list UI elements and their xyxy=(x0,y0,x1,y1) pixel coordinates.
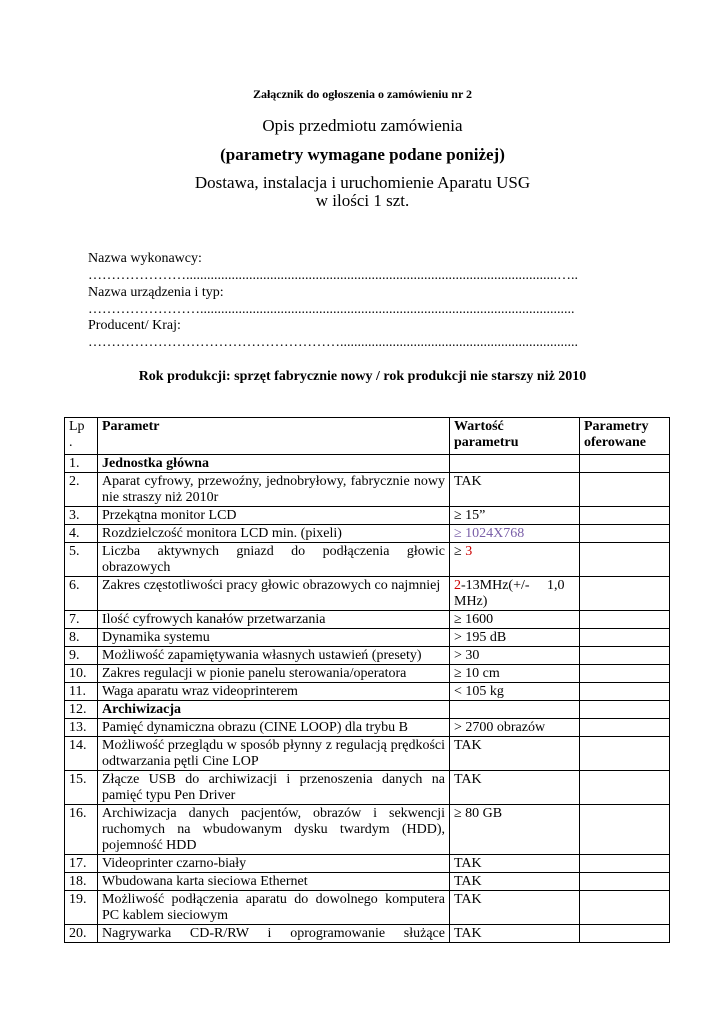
table-row xyxy=(65,507,670,525)
table-row xyxy=(65,577,670,611)
row-number: 10. xyxy=(65,665,98,683)
row-number: 18. xyxy=(65,873,98,891)
row-offered[interactable] xyxy=(580,455,670,473)
row-parameter: Możliwość przeglądu w sposób płynny z regulacją prędkości odtwarzania pętli Cine LOP xyxy=(98,737,450,771)
table-row xyxy=(65,473,670,507)
table-row xyxy=(65,891,670,925)
row-value: ≥ 10 cm xyxy=(450,665,580,683)
header-parameter: Parametr xyxy=(98,418,450,455)
row-number: 20. xyxy=(65,925,98,943)
row-number: 5. xyxy=(65,543,98,577)
delivery-description: Dostawa, instalacja i uruchomienie Aparatu USG xyxy=(194,173,531,192)
value-rest: -13MHz(+/- 1,0 MHz) xyxy=(454,578,569,609)
quantity-description: w ilości 1 szt. xyxy=(315,191,410,210)
row-offered[interactable] xyxy=(580,701,670,719)
table-header-row xyxy=(65,418,670,455)
row-offered[interactable] xyxy=(580,719,670,737)
row-parameter: Przekątna monitor LCD xyxy=(98,507,450,525)
row-parameter: Aparat cyfrowy, przewoźny, jednobryłowy, fabrycznie nowy nie straszy niż 2010r xyxy=(98,473,450,507)
row-value: TAK xyxy=(450,891,580,925)
contractor-label: Nazwa wykonawcy: xyxy=(88,251,202,266)
row-value: TAK xyxy=(450,473,580,507)
row-value: ≥ 1024X768 xyxy=(450,525,580,543)
row-offered[interactable] xyxy=(580,647,670,665)
document-subtitle: (parametry wymagane podane poniżej) xyxy=(220,145,505,164)
row-parameter: Możliwość zapamiętywania własnych ustawień (presety) xyxy=(98,647,450,665)
row-offered[interactable] xyxy=(580,771,670,805)
row-number: 3. xyxy=(65,507,98,525)
annex-heading: Załącznik do ogłoszenia o zamówieniu nr 2 xyxy=(252,87,473,101)
row-offered[interactable] xyxy=(580,525,670,543)
row-number: 16. xyxy=(65,805,98,855)
row-value: ≥ 1600 xyxy=(450,611,580,629)
row-parameter: Liczba aktywnych gniazd do podłączenia głowic obrazowych xyxy=(98,543,450,577)
table-row xyxy=(65,855,670,873)
row-offered[interactable] xyxy=(580,683,670,701)
row-value xyxy=(450,577,580,611)
row-offered[interactable] xyxy=(580,737,670,771)
row-number: 11. xyxy=(65,683,98,701)
row-parameter: Zakres częstotliwości pracy głowic obrazowych co najmniej xyxy=(98,577,450,611)
header-lp: Lp . xyxy=(65,418,98,455)
row-value xyxy=(450,543,580,577)
row-parameter: Ilość cyfrowych kanałów przetwarzania xyxy=(98,611,450,629)
row-value: ≥ 15” xyxy=(450,507,580,525)
row-number: 8. xyxy=(65,629,98,647)
row-number: 2. xyxy=(65,473,98,507)
row-offered[interactable] xyxy=(580,507,670,525)
table-row xyxy=(65,805,670,855)
row-number: 1. xyxy=(65,455,98,473)
device-label: Nazwa urządzenia i typ: xyxy=(88,285,224,300)
row-value: TAK xyxy=(450,925,580,943)
row-number: 13. xyxy=(65,719,98,737)
row-parameter: Pamięć dynamiczna obrazu (CINE LOOP) dla trybu B xyxy=(98,719,450,737)
producer-field[interactable]: ……………………………………………….................................................................... xyxy=(88,335,578,350)
section-heading: Jednostka główna xyxy=(98,455,450,473)
table-row xyxy=(65,611,670,629)
header-value: Wartość parametru xyxy=(450,418,580,455)
row-parameter: Dynamika systemu xyxy=(98,629,450,647)
producer-label: Producent/ Kraj: xyxy=(88,318,181,333)
row-offered[interactable] xyxy=(580,577,670,611)
row-number: 7. xyxy=(65,611,98,629)
row-value: ≥ 80 GB xyxy=(450,805,580,855)
value-highlight: 2 xyxy=(454,578,461,593)
row-value: TAK xyxy=(450,737,580,771)
row-parameter: Zakres regulacji w pionie panelu sterowania/operatora xyxy=(98,665,450,683)
table-row xyxy=(65,701,670,719)
row-offered[interactable] xyxy=(580,805,670,855)
row-parameter: Rozdzielczość monitora LCD min. (pixeli) xyxy=(98,525,450,543)
device-field[interactable]: ……………………........................................................................................................... xyxy=(88,302,575,317)
row-parameter: Możliwość podłączenia aparatu do dowolnego komputera PC kablem sieciowym xyxy=(98,891,450,925)
table-row xyxy=(65,629,670,647)
row-number: 19. xyxy=(65,891,98,925)
table-row xyxy=(65,543,670,577)
row-parameter: Videoprinter czarno-biały xyxy=(98,855,450,873)
table-row xyxy=(65,925,670,943)
row-value: TAK xyxy=(450,873,580,891)
document-title: Opis przedmiotu zamówienia xyxy=(262,116,463,135)
row-number: 17. xyxy=(65,855,98,873)
table-row xyxy=(65,455,670,473)
row-parameter: Nagrywarka CD-R/RW i oprogramowanie służące xyxy=(98,925,450,943)
value-prefix: ≥ xyxy=(454,544,466,559)
row-parameter: Archiwizacja danych pacjentów, obrazów i sekwencji ruchomych na wbudowanym dysku twardym (HDD), pojemność HDD xyxy=(98,805,450,855)
row-value: > 30 xyxy=(450,647,580,665)
value-highlight: 3 xyxy=(465,544,473,559)
row-number: 12. xyxy=(65,701,98,719)
row-offered[interactable] xyxy=(580,855,670,873)
row-offered[interactable] xyxy=(580,629,670,647)
row-number: 14. xyxy=(65,737,98,771)
table-row xyxy=(65,665,670,683)
table-row xyxy=(65,525,670,543)
row-offered[interactable] xyxy=(580,665,670,683)
row-offered[interactable] xyxy=(580,925,670,943)
table-row xyxy=(65,719,670,737)
row-value: TAK xyxy=(450,771,580,805)
row-parameter: Wbudowana karta sieciowa Ethernet xyxy=(98,873,450,891)
production-year-note: Rok produkcji: sprzęt fabrycznie nowy / rok produkcji nie starszy niż 2010 xyxy=(138,369,587,384)
row-value: < 105 kg xyxy=(450,683,580,701)
parameters-table xyxy=(64,417,670,943)
row-offered[interactable] xyxy=(580,543,670,577)
table-row xyxy=(65,737,670,771)
header-offered: Parametry oferowane xyxy=(580,418,670,455)
contractor-field[interactable]: …………………..........................................................................................................….. xyxy=(88,268,578,283)
row-number: 15. xyxy=(65,771,98,805)
section-heading: Archiwizacja xyxy=(98,701,450,719)
row-number: 4. xyxy=(65,525,98,543)
row-offered[interactable] xyxy=(580,873,670,891)
row-value xyxy=(450,455,580,473)
row-offered[interactable] xyxy=(580,473,670,507)
row-parameter: Złącze USB do archiwizacji i przenoszenia danych na pamięć typu Pen Driver xyxy=(98,771,450,805)
row-number: 6. xyxy=(65,577,98,611)
row-value: > 195 dB xyxy=(450,629,580,647)
table-row xyxy=(65,873,670,891)
row-parameter: Waga aparatu wraz videoprinterem xyxy=(98,683,450,701)
table-row xyxy=(65,683,670,701)
row-offered[interactable] xyxy=(580,891,670,925)
row-value xyxy=(450,701,580,719)
table-row xyxy=(65,771,670,805)
table-row xyxy=(65,647,670,665)
row-offered[interactable] xyxy=(580,611,670,629)
row-value: TAK xyxy=(450,855,580,873)
row-value: > 2700 obrazów xyxy=(450,719,580,737)
row-number: 9. xyxy=(65,647,98,665)
